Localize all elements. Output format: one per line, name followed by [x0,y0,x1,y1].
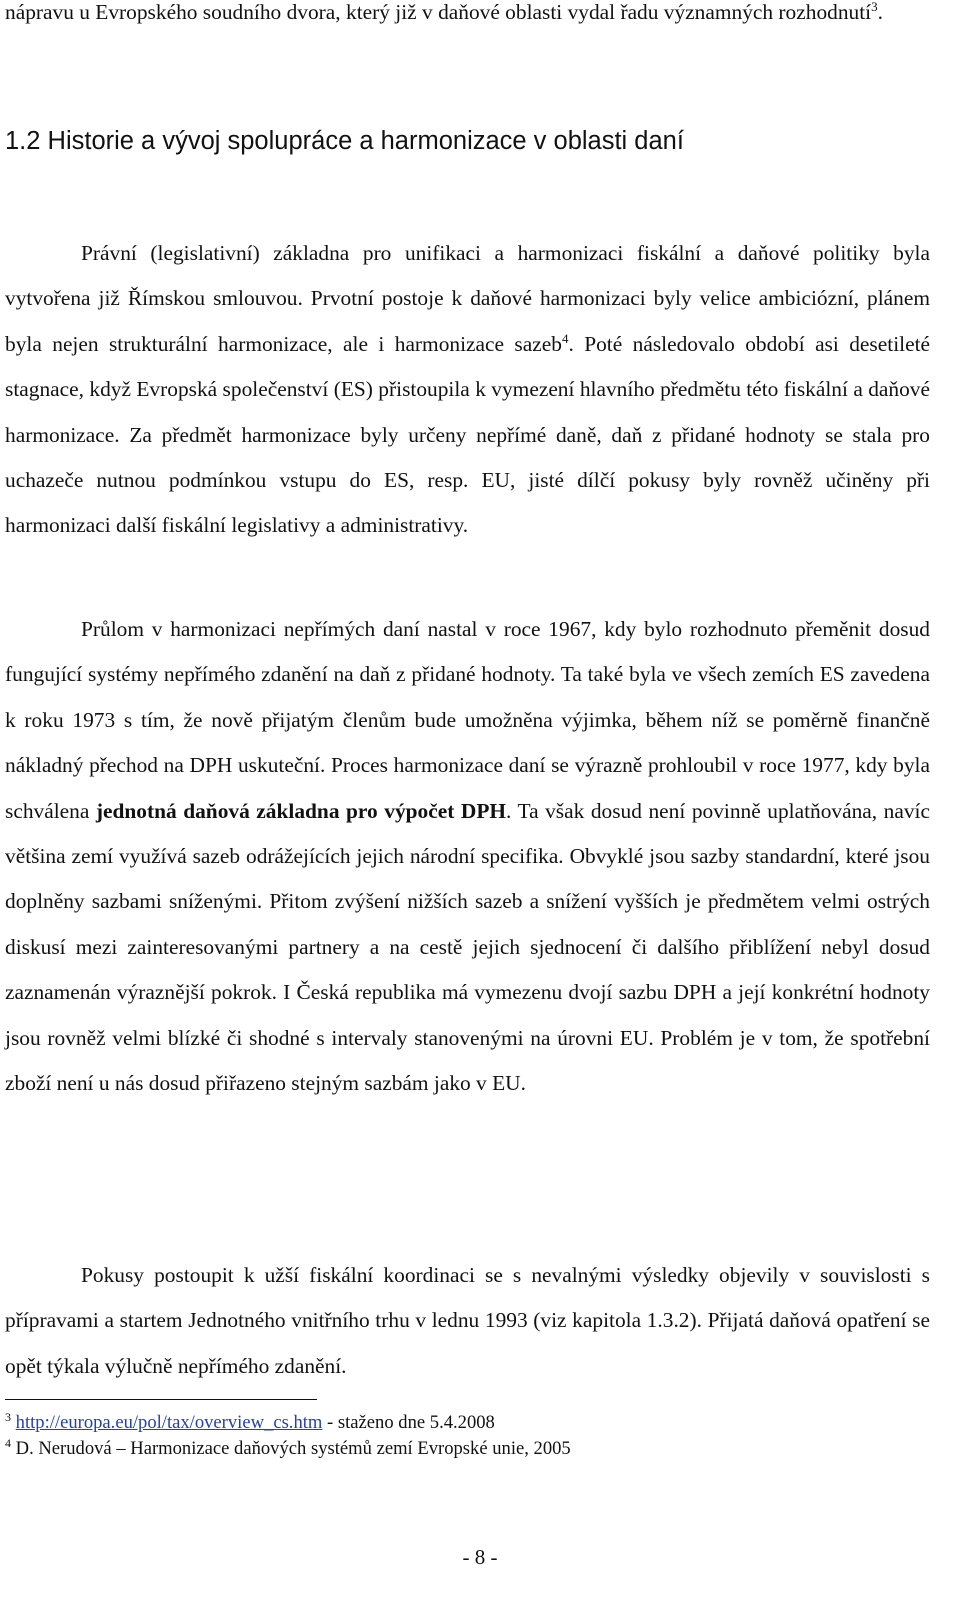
paragraph-1-part1: Právní (legislativní) základna pro unifikaci a harmonizaci fiskální a daňové politiky byla vytvořena již Římskou smlouvou. Prvotní postoje k daňové harmonizaci byly velice ambiciózní, plánem byla nejen strukturální harmonizace, ale i harmonizace sazeb [5,241,930,356]
footnote-4 [5,1435,571,1460]
paragraph-1 [5,231,930,549]
paragraph-1-part2: . Poté následovalo období asi desetileté stagnace, když Evropská společenství (ES) přistoupila k vymezení hlavního předmětu této fiskální a daňové harmonizace. Za předmět harmonizace byly určeny nepřímé daně, daň z přidané hodnoty se stala pro uchazeče nutnou podmínkou vstupu do ES, resp. EU, jisté dílčí pokusy byly rovněž učiněny při harmonizaci další fiskální legislativy a administrativy. [5,331,931,538]
footnote-3 [5,1409,495,1434]
footnote-3-number: 3 [5,1409,11,1424]
intro-tail: . [877,0,883,24]
intro-paragraph [5,0,930,35]
section-heading: 1.2 Historie a vývoj spolupráce a harmonizace v oblasti daní [5,127,684,155]
footnote-4-number: 4 [5,1435,11,1450]
footnote-divider [5,1399,317,1400]
paragraph-2-part1: Průlom v harmonizaci nepřímých daní nastal v roce 1967, kdy bylo rozhodnuto přeměnit dosud fungující systémy nepřímého zdanění na daň z přidané hodnoty. Ta také byla ve všech zemích ES zavedena k roku 1973 s tím, že nově přijatým členům bude umožněna výjimka, během níž se poměrně finančně nákladný přechod na DPH uskuteční. Proces harmonizace daní se výrazně prohloubil v roce 1977, kdy byla schválena [5,617,930,823]
footnote-ref-4[interactable]: 4 [561,330,569,346]
footnote-3-link[interactable]: http://europa.eu/pol/tax/overview_cs.htm [15,1412,323,1433]
paragraph-3: Pokusy postoupit k užší fiskální koordinaci se s nevalnými výsledky objevily v souvislosti s přípravami a startem Jednotného vnitřního trhu v lednu 1993 (viz kapitola 1.3.2). Přijatá daňová opatření se opět týkala výlučně nepřímého zdanění. [5,1263,930,1378]
paragraph-2-part2: . Ta však dosud není povinně uplatňována, navíc většina zemí využívá sazeb odrážejících jejich národní specifika. Obvyklé jsou sazby standardní, které jsou doplněny sazbami sníženými. Přitom zvýšení nižších sazeb a snížení vyšších je předmětem velmi ostrých diskusí mezi zainteresovanými partnery a na cestě jejich sjednocení či dalšího přiblížení nebyl dosud zaznamenán výraznější pokrok. I Česká republika má vymezenu dvojí sazbu DPH a její konkrétní hodnoty jsou rovněž velmi blízké či shodné s intervaly stanovenými na úrovni EU. Problém je v tom, že spotřební zboží není u nás dosud přiřazeno stejným sazbám jako v EU. [5,798,930,1096]
page-number: - 8 - [462,1545,498,1569]
footnote-ref-3[interactable]: 3 [871,0,878,14]
intro-text: nápravu u Evropského soudního dvora, který již v daňové oblasti vydal řadu významných rozhodnutí [5,0,872,24]
paragraph-2 [5,607,930,1106]
footnote-3-text: - staženo dne 5.4.2008 [322,1412,495,1433]
paragraph-2-bold: jednotná daňová základna pro výpočet DPH [95,798,507,823]
footnote-4-text: D. Nerudová – Harmonizace daňových systémů zemí Evropské unie, 2005 [11,1438,571,1459]
